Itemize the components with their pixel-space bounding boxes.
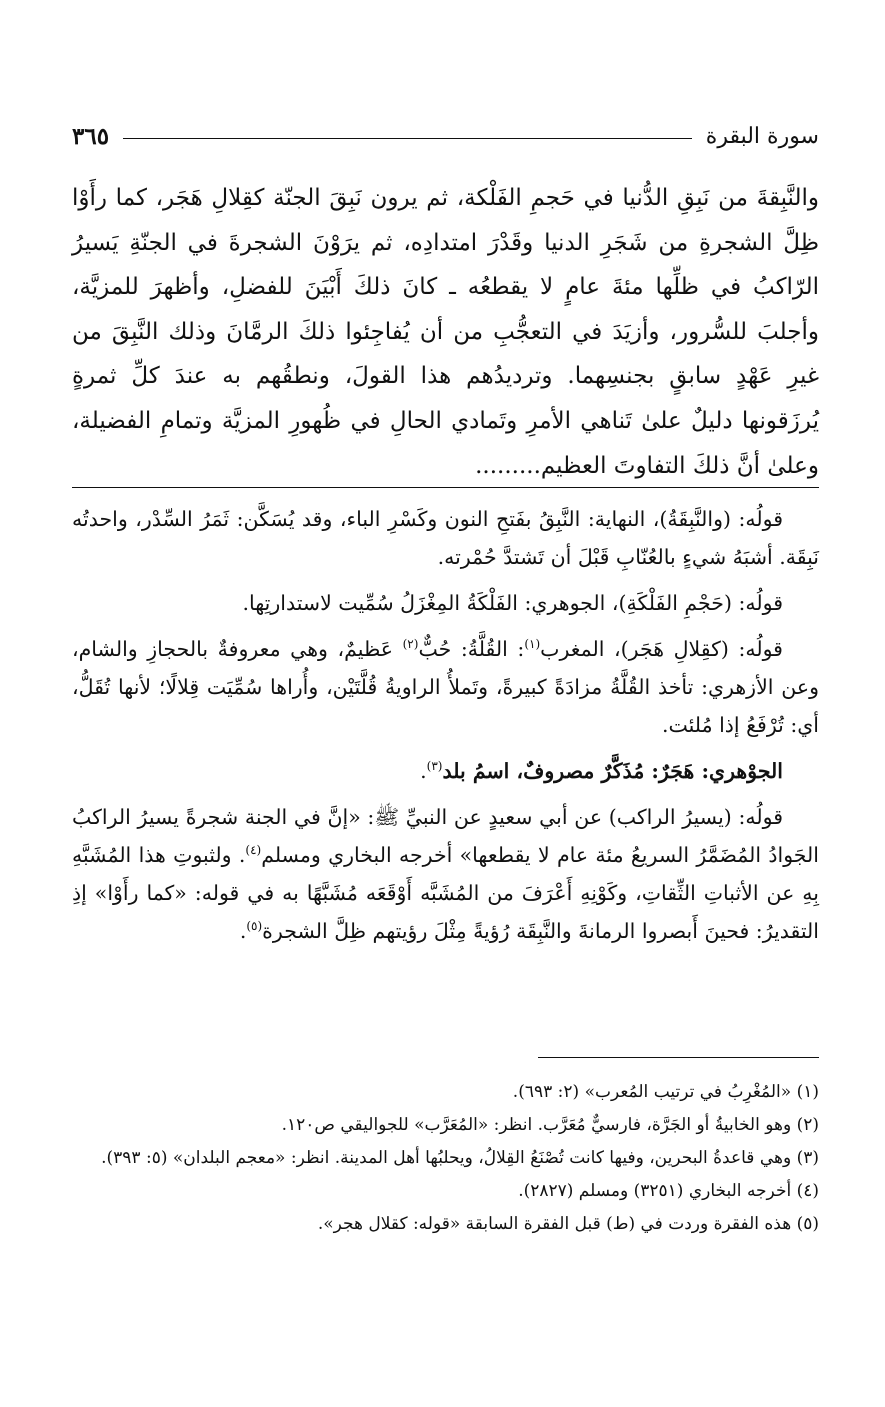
footnote-ref-1: (١) [524,637,541,652]
main-paragraph: والنَّبِقةَ من نَبِقِ الدُّنيا في حَجمِ الفَلْكة، ثم يرون نَبِقَ الجنّة كقِلالِ هَجَر، كما رأَوْا ظِلَّ الشجرةِ من شَجَرِ الدنيا وقَدْرَ امتدادِه، ثم يرَوْنَ الشجرةَ في الجنّةِ يَسيرُ الرّاكبُ في ظلِّها مئةَ عامٍ لا يقطعُه ـ كانَ ذلكَ أَبْيَنَ للفضلِ، وأظهرَ للمزيَّة، وأجلبَ للسُّرور، وأزيَدَ في التعجُّبِ من أن يُفاجِئوا ذلكَ الرمَّانَ وذلك النَّبِقَ من غيرِ عَهْدٍ سابقٍ بجنسِهما. وترديدُهم هذا القولَ، ونطقُهم به عندَ كلِّ ثمرةٍ يُرزَقونها دليلٌ علىٰ تَناهي الأمرِ وتَمادي الحالِ في ظُهورِ المزيَّة وتمامِ الفضيلة، وعلىٰ أنَّ ذلكَ التفاوتَ العظيم......... [72,185,820,479]
main-text [72,176,819,488]
header-rule [123,138,692,139]
commentary-hajar-text: الجوْهري: هَجَرٌ: مُذَكَّرٌ مصروفٌ، اسمُ بلد [442,759,783,783]
footnote-ref-4: (٤) [245,843,262,858]
footnote-separator [538,1057,819,1058]
commentary-falka: قولُه: (حَجْمِ الفَلْكَةِ)، الجوهري: الفَلْكَةُ المِغْزَلُ سُمِّيت لاستدارتِها. [242,591,783,615]
footnote-item: (٤) أخرجه البخاري (٣٢٥١) ومسلم (٢٨٢٧). [518,1181,819,1201]
commentary-qilal-text-2: : القُلَّةُ: حُبٌّ [418,637,525,661]
commentary-qilal-text-1: قولُه: (كقِلالِ هَجَر)، المغرب [540,637,783,661]
footnote-item: (١) «المُغْرِبُ في ترتيب المُعرب» (٢: ٦٩٣). [512,1082,819,1102]
footnote-ref-5: (٥) [246,919,263,934]
commentary-rakib: قولُه: (يسيرُ الراكب) عن أبي سعيدٍ عن النبيِّ ﷺ: «إنَّ في الجنة شجرةً يسيرُ الراكبُ الجَوادُ المُضَمَّرُ السريعُ مئة عام لا يقطعها» أخرجه البخاري ومسلم$^{(٤)}$. ولثبوتِ هذا المُشَبَّهِ بِهِ عن الأثباتِ الثِّقاتِ، وكَوْنِهِ أَعْرَفَ من المُشَبَّه أَوْقَعَه مُشَبَّهًا به في قوله: «كما رأَوْا» إذِ التقديرُ: فحينَ أَبصروا الرمانةَ والنَّبِقَة رُؤيةً مِثْلَ رؤيتهم ظِلَّ الشجرة$^{(٥)}$. [72,805,819,943]
footnote-ref-2: (٢) [402,637,419,652]
commentary-rakib-text-1: قولُه: (يسيرُ الراكب) عن أبي سعيدٍ عن النبيِّ ﷺ: «إنَّ في الجنة شجرةً يسيرُ الراكبُ الجَوادُ المُضَمَّرُ السريعُ مئة عام لا يقطعها» أخرجه البخاري ومسلم [72,805,819,867]
footnotes [72,1076,819,1241]
footnote-item: (٥) هذه الفقرة وردت في (ط) قبل الفقرة السابقة «قوله: كقلال هجر». [317,1214,819,1234]
page-header [72,116,819,156]
surah-title: سورة البقرة [705,123,819,149]
commentary [72,500,819,958]
page-number: ٣٦٥ [72,122,110,150]
commentary-hajar: الجوْهري: هَجَرٌ: مُذَكَّرٌ مصروفٌ، اسمُ بلد$^{(٣)}$. [420,759,783,783]
footnote-item: (٣) وهي قاعدةُ البحرين، وفيها كانت تُصْنَعُ القِلالُ، ويحلبُها أهل المدينة. انظر: «معجم البلدان» (٥: ٣٩٣). [101,1148,819,1168]
footnote-ref-3: (٣) [426,759,443,774]
commentary-nabiqa: قولُه: (والنَّبِقَةُ)، النهاية: النَّبِقُ بفَتحِ النون وكَسْرِ الباء، وقد يُسَكَّن: ثَمَرُ السِّدْر، واحدتُه نَبِقَة. أشبَهُ شيءٍ بالعُنّابِ قَبْلَ أن تَشتدَّ حُمْرته. [72,507,819,569]
commentary-qilal-text-3: عَظيمٌ، وهي معروفةٌ بالحجازِ والشام، وعن الأزهري: تأخذ القُلَّةُ مزادَةً كبيرةً، وتَملأُ الراويةُ قُلَّتَيْن، وأُراها سُمِّيَت قِلالًا؛ لأنها تُقَلُّ، أي: تُرْفَعُ إذا مُلئت. [72,637,819,737]
commentary-qilal [72,630,819,744]
commentary-rakib-text-2: . ولثبوتِ هذا المُشَبَّهِ بِهِ عن الأثباتِ الثِّقاتِ، وكَوْنِهِ أَعْرَفَ من المُشَبَّه أَوْقَعَه مُشَبَّهًا به في قوله: «كما رأَوْا» إذِ التقديرُ: فحينَ أَبصروا الرمانةَ والنَّبِقَة رُؤيةً مِثْلَ رؤيتهم ظِلَّ الشجرة [72,843,819,943]
footnote-item: (٢) وهو الخابيةُ أو الجَرَّة، فارسيٌّ مُعَرَّب. انظر: «المُعَرَّب» للجواليقي ص١٢٠. [281,1115,819,1135]
main-separator [72,487,819,488]
